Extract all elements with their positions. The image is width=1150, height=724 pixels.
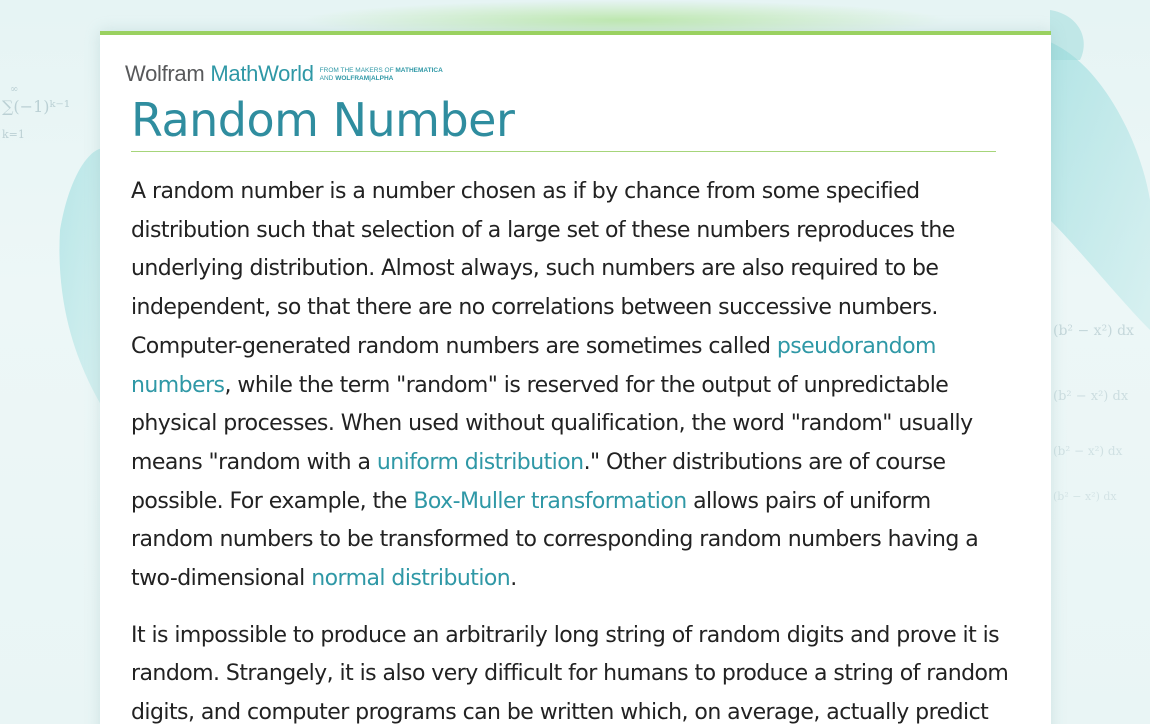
logo-wolfram-text: Wolfram [125,61,205,86]
link-box-muller-transformation[interactable]: Box-Muller transformation [413,488,687,514]
mathworld-logo[interactable] [125,59,443,85]
article-card [100,31,1051,724]
bg-formula-right-4: (b² − x²) dx [1053,490,1117,503]
para1-text-2: , while the term "random" is reserved for the output of unpredictable physical processes. When used without qualification, the word "random" usually means "random with a [131,372,973,475]
right-surface-shape [1045,40,1150,330]
tagline-and: AND [319,74,334,82]
bg-formula-sum: ∑(−1)ᵏ⁻¹ [2,97,71,116]
title-divider [131,151,996,152]
logo-mathworld-text: MathWorld [210,61,314,86]
paragraph-2: It is impossible to produce an arbitrarily long string of random digits and prove it is random. Strangely, it is also very difficult for humans to produce a string of random digits, and computer programs can be written which, on average, actually predict [131,622,1009,724]
para1-text-1: A random number is a number chosen as if by chance from some specified distribution such that selection of a large set of these numbers reproduces the underlying distribution. Almost always, such numbers are also required to be independent, so that there are no correlations between successive numbers. Computer-generated random numbers are sometimes called [131,179,955,359]
page-title: Random Number [131,93,515,147]
tagline-wolframalpha: WOLFRAM|ALPHA [335,74,394,82]
bg-formula-right-3: (b² − x²) dx [1053,444,1123,458]
para1-text-4: allows pairs of uniform random numbers to be transformed to corresponding random numbers having a two-dimensional [131,488,979,592]
para1-text-5: . [510,566,517,592]
right-surface-shape-2 [1050,10,1084,60]
link-uniform-distribution[interactable]: uniform distribution [376,449,584,475]
bg-formula-right-2: (b² − x²) dx [1053,389,1129,404]
bg-formula-inf: ∞ [10,84,19,95]
bg-formula-right: (b² − x²) dx [1053,323,1134,339]
para1-text-3: ." Other distributions are of course possible. For example, the [131,449,946,514]
logo-tagline [320,67,443,85]
article-body [131,173,1011,724]
paragraph-1 [131,173,1011,599]
link-normal-distribution[interactable]: normal distribution [311,566,511,592]
tagline-from: FROM THE MAKERS OF [319,67,394,74]
tagline-mathematica: MATHEMATICA [395,67,443,74]
link-pseudorandom-numbers[interactable]: pseudorandom numbers [131,333,936,398]
bg-formula-k: k=1 [2,128,25,141]
